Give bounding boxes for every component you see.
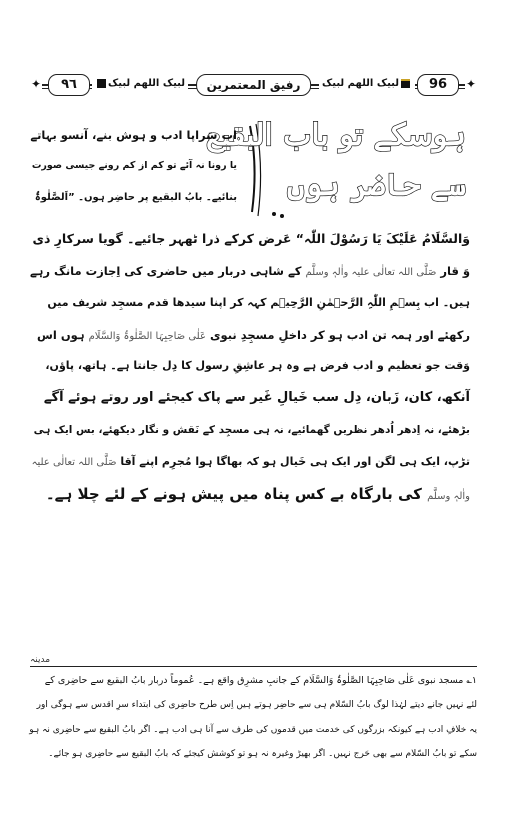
footnote-line: سکے تو بابُ السّلام سے بھی حَرج نہیں۔ اگر بھیڑ وغیرہ نہ ہو تو کوشش کیجئے کہ بابُ البقیع سے حاضِری ہو جائے۔ [48,749,477,759]
book-title: رفیق المعتمرین [196,74,312,96]
kaaba-icon [401,79,410,88]
honorific: واٰلہٖ وسلَّم [427,491,470,502]
honorific: صَلَّی اللہ تعالٰی علیہ [31,457,117,468]
honorific: صَلَّی اللہ تعالٰی علیہ واٰلہٖ وسلَّم [305,267,437,278]
footnote-line: ۱؎ مسجد نبوی عَلٰی صَاحِبِہَا الصَّلٰوۃُ وَالسَّلَام کے جانبِ مشرِق واقع ہے۔ عُموماً دربار بابُ البقیع سے حاضِری کے [44,675,477,686]
kaaba-icon [97,79,106,88]
running-header [30,74,477,96]
calligraphic-heading [206,116,470,224]
ornament-left-icon: ✦ [31,77,42,91]
body-line: رکھئے اور ہمہ تن ادب ہو کر داخلِ مسجِدِ نبوی عَلٰی صَاحِبِہَا الصَّلٰوۃُ وَالسَّلَام ہوں اس [37,328,470,342]
body-line: یا رونا نہ آئے تو کم از کم رونے جیسی صورت [31,160,237,171]
body-line: وَ قار صَلَّی اللہ تعالٰی علیہ واٰلہٖ وسلَّم کے شاہی دربار میں حاضری کی اِجازت مانگ رہے [29,264,470,278]
body-line: بنائیے۔ بابُ البقیع پر حاضِر ہوں۔ ”اَلصَّلٰوۃُ [34,192,237,203]
footnote-line: یہ خلافِ ادب ہے کیونکہ بزرگوں کی خدمت میں قدموں کی طرف سے آنا ہی ادب ہے۔ اگر بابُ البقیع سے حاضِری نہ ہو [29,725,477,735]
page-number-arabic: ٩٦ [48,74,90,96]
calligraphy-line-1: ہوسکے تو باب البقیع [206,118,466,153]
body-line: اب سَراپا ادب و ہوش بنے، آنسو بہاتے [30,128,237,142]
page-number-latin: 96 [417,74,459,96]
calligraphy-line-2: سے حاضر ہوں [286,168,466,203]
body-line: تڑپ، ایک ہی لگن اور ایک ہی خَیال ہو کہ بھاگا ہوا مُجرِم اپنے آقا صَلَّی اللہ تعالٰی علیہ [31,455,470,468]
body-line: بڑھئے، نہ اِدھر اُدھر نظریں گھمائیے، نہ ہی مسجِد کے نَقش و نگار دیکھئے، بس ایک ہی [33,424,470,436]
body-line: وَقت جو تعظیم و ادب فرض ہے وہ ہر عاشِقِ رسول کا دِل جانتا ہے۔ ہاتھ، پاؤں، [45,359,470,372]
body-line: وَالسَّلَامُ عَلَیْکَ یَا رَسُوْلَ اللّٰہ“ عَرض کرکے ذرا ٹھہر جائیے۔ گویا سرکارِ ذی [32,231,470,246]
body-line: واٰلہٖ وسلَّم کی بارگاہ بے کس پناہ میں پیش ہونے کے لئے چلا ہے۔ [45,485,470,503]
footnote-rule [30,666,477,667]
running-label-left: لبیک اللھم لبیک [92,75,188,93]
footnote-madina-label: مدینہ [30,655,51,665]
footnote-line: لئے نہیں جانے دیتے لہٰذا لوگ بابُ السّلام ہی سے حاضِر ہوتے ہیں اِس طرح حاضِری کی ابتداء سرِ اقدس سے ہوگی اور [36,700,477,710]
running-label-right: لبیک اللھم لبیک [319,75,415,93]
body-line: ہیں۔ اب بِسۡمِ اللّٰہِ الرَّحۡمٰنِ الرَّحِیۡم کہہ کر اپنا سیدھا قدم مسجِد شریف میں [47,296,470,309]
honorific: عَلٰی صَاحِبِہَا الصَّلٰوۃُ وَالسَّلَام [88,331,206,342]
body-line: آنکھ، کان، زَبان، دِل سب خَیالِ غَیر سے پاک کیجئے اور روتے ہوئے آگے [43,390,470,405]
ornament-right-icon: ✦ [465,77,476,91]
